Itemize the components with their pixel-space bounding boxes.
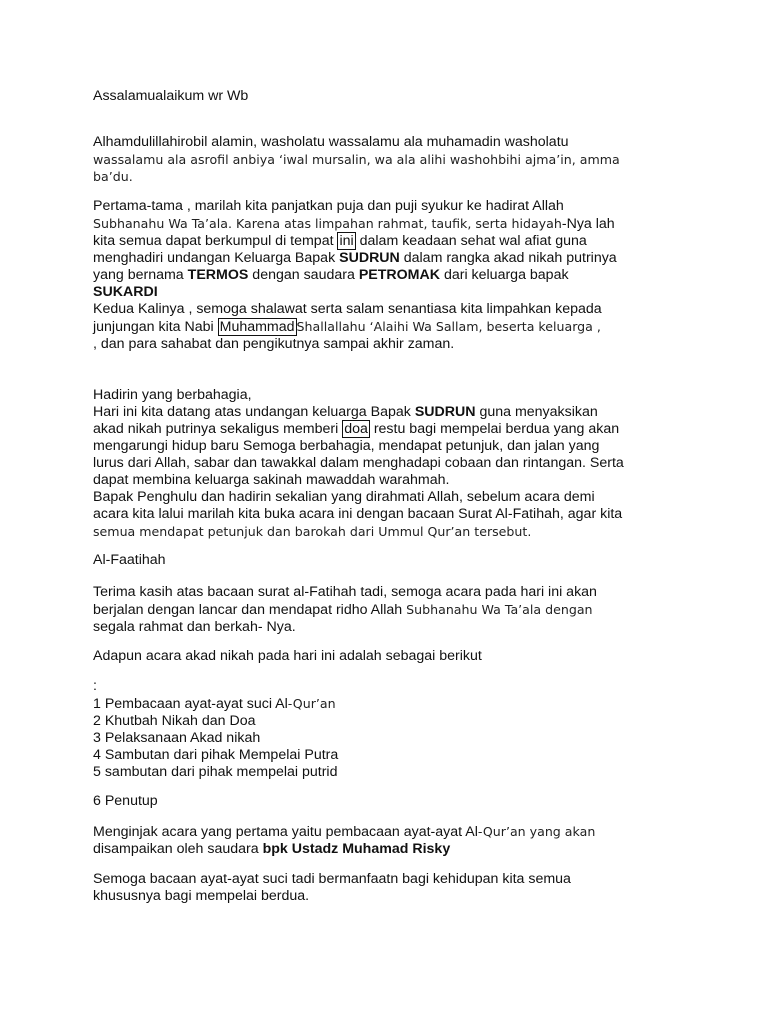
text-segment: junjungan kita Nabi [93, 319, 218, 335]
text-line: khususnya bagi mempelai berdua. [93, 888, 310, 904]
text-segment: yang bernama [93, 267, 188, 283]
text-line: acara kita lalui marilah kita buka acara ini dengan bacaan Surat Al-Fatihah, agar kita [93, 506, 623, 522]
paragraph-menginjak [93, 823, 683, 858]
text-line: Alhamdulillahirobil alamin, washolatu wassalamu ala muhamadin washolatu [93, 134, 569, 150]
paragraph-adapun: Adapun acara akad nikah pada hari ini adalah sebagai berikut [93, 648, 482, 664]
text-line: ba’du. [93, 169, 133, 184]
text-segment: Hari ini kita datang atas undangan keluarga Bapak [93, 404, 415, 420]
paragraph-opening [93, 134, 683, 185]
text-segment: -Qur’an yang akan [477, 824, 596, 839]
text-segment: disampaikan oleh saudara [93, 841, 263, 857]
text-segment: restu bagi mempelai berdua yang akan [369, 421, 620, 437]
text-segment: kita semua dapat berkumpul di tempat [93, 233, 338, 249]
paragraph-pertama [93, 198, 683, 353]
text-line: Semoga bacaan ayat-ayat suci tadi bermanfaatn bagi kehidupan kita semua [93, 871, 571, 887]
text-segment: berjalan dengan lancar dan mendapat ridho Allah [93, 602, 407, 618]
text-line: , dan para sahabat dan pengikutnya sampai akhir zaman. [93, 336, 455, 352]
list-item: 5 sambutan dari pihak mempelai putrid [93, 764, 338, 780]
list-item: 3 Pelaksanaan Akad nikah [93, 730, 261, 746]
boxed-word: doa [344, 421, 368, 437]
text-segment: 1 Pembacaan ayat-ayat suci Al [93, 696, 288, 712]
text-line: wassalamu ala asrofil anbiya ‘iwal mursalin, wa ala alihi washohbihi ajma’in, amma [93, 152, 620, 167]
text-segment: guna menyaksikan [475, 404, 598, 420]
text-segment: Subhanahu Wa Ta’ala. Karena atas limpahan rahmat, taufik, serta hidayah [93, 216, 562, 231]
text-segment: Menginjak acara yang pertama yaitu pembacaan ayat-ayat Al [93, 824, 478, 840]
text-line: segala rahmat dan berkah- Nya. [93, 619, 296, 635]
bold-name: SUDRUN [339, 250, 400, 266]
bold-name: SUDRUN [414, 404, 476, 420]
list-item: 6 Penutup [93, 793, 158, 809]
text-segment: Subhanahu Wa Ta’ala dengan [406, 602, 593, 617]
text-segment: akad nikah putrinya sekaligus memberi [93, 421, 343, 437]
text-segment: dengan saudara [248, 267, 359, 283]
heading-fatihah: Al-Faatihah [93, 552, 166, 568]
list-item: : [93, 678, 97, 694]
text-line: lurus dari Allah, sabar dan tawakkal dalam menghadapi cobaan dan rintangan. Serta [93, 455, 624, 471]
agenda-list [93, 678, 683, 781]
text-line: Kedua Kalinya , semoga shalawat serta salam senantiasa kita limpahkan kepada [93, 301, 602, 317]
text-line: Bapak Penghulu dan hadirin sekalian yang dirahmati Allah, sebelum acara demi [93, 489, 595, 505]
bold-name: PETROMAK [358, 267, 440, 283]
text-line: Terima kasih atas bacaan surat al-Fatihah tadi, semoga acara pada hari ini akan [93, 584, 597, 600]
text-segment: -Qur’an [287, 696, 336, 711]
boxed-word: Muhammad [219, 319, 295, 335]
list-item: 4 Sambutan dari pihak Mempelai Putra [93, 747, 339, 763]
bold-name: SUKARDI [93, 284, 158, 300]
text-segment: -Nya lah [561, 216, 615, 232]
text-segment: menghadiri undangan Keluarga Bapak [93, 250, 340, 266]
bold-name: bpk Ustadz Muhamad Risky [262, 841, 451, 857]
text-line: mengarungi hidup baru Semoga berbahagia, mendapat petunjuk, dan jalan yang [93, 438, 600, 454]
text-segment: dalam rangka akad nikah putrinya [399, 250, 617, 266]
paragraph-terima-kasih [93, 584, 683, 636]
paragraph-semoga [93, 871, 683, 905]
text-segment: dalam keadaan sehat wal afiat guna [355, 233, 587, 249]
list-item [93, 695, 683, 713]
boxed-word: ini [339, 233, 354, 249]
greeting: Assalamualaikum wr Wb [93, 88, 249, 104]
text-line: dapat membina keluarga sakinah mawaddah warahmah. [93, 472, 450, 488]
text-segment: Shallallahu ‘Alaihi Wa Sallam, beserta keluarga , [296, 319, 601, 334]
text-line: Hadirin yang berbahagia, [93, 387, 252, 403]
bold-name: TERMOS [187, 267, 249, 283]
paragraph-hadirin [93, 387, 683, 540]
list-item: 2 Khutbah Nikah dan Doa [93, 713, 256, 729]
text-line: semua mendapat petunjuk dan barokah dari Ummul Qur’an tersebut. [93, 524, 532, 539]
text-segment: dari keluarga bapak [440, 267, 569, 283]
text-line: Pertama-tama , marilah kita panjatkan puja dan puji syukur ke hadirat Allah [93, 198, 564, 214]
